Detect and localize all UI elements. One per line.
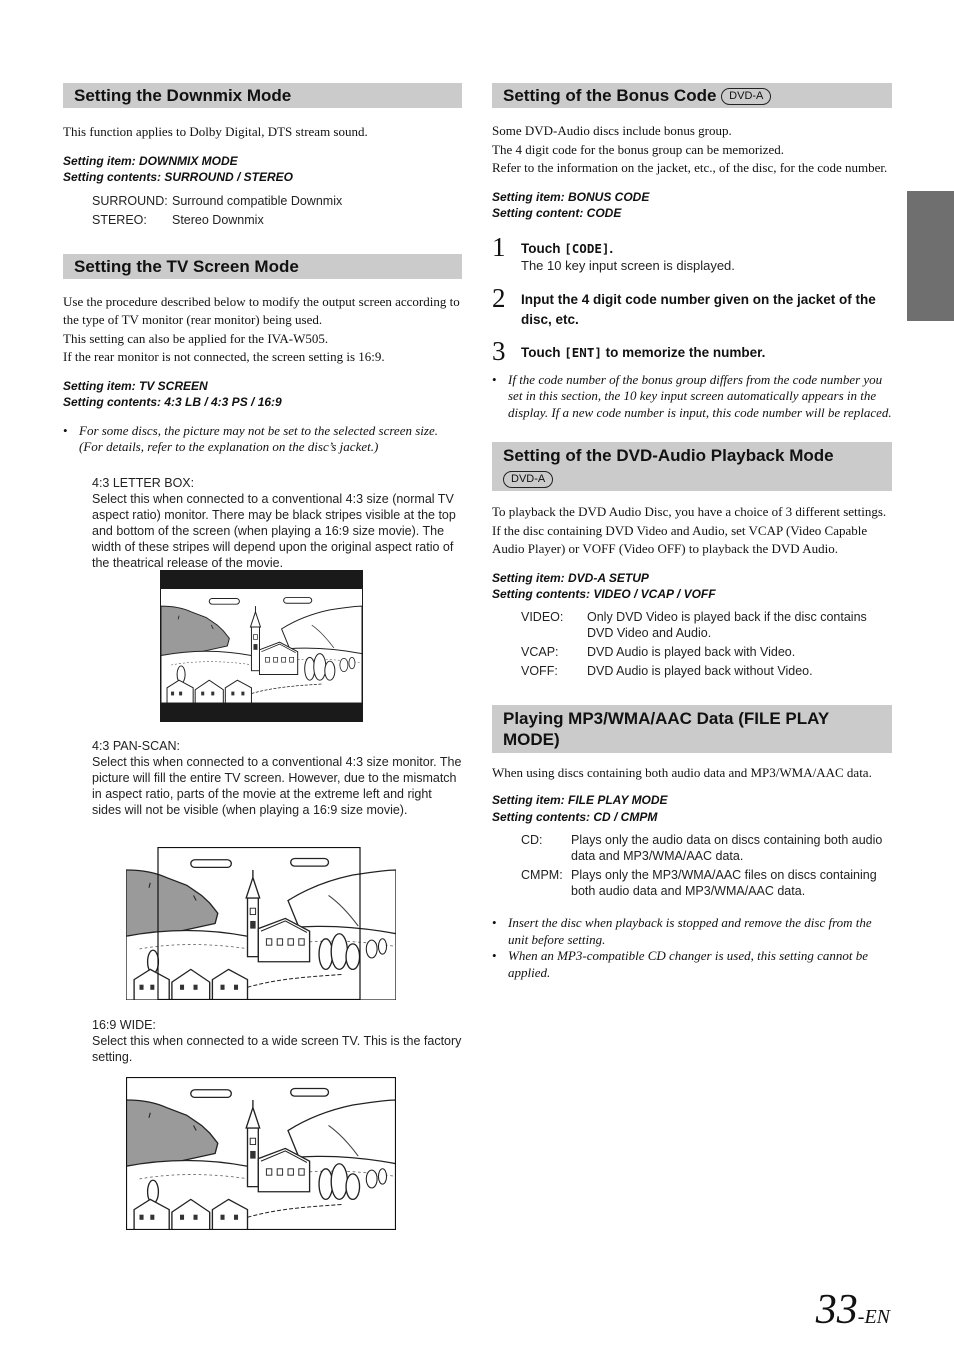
mode-label: 4:3 LETTER BOX: (92, 475, 195, 490)
intro-line: If the rear monitor is not connected, the screen setting is 16:9. (63, 349, 385, 364)
right-column (492, 83, 892, 981)
bullet: • (492, 371, 497, 387)
file-setting-contents: Setting contents: CD / CMPM (492, 809, 658, 824)
panscan-illustration (126, 847, 396, 1000)
intro-line: Some DVD-Audio discs include bonus group. (492, 123, 732, 138)
page-number-digits: 33 (815, 1287, 858, 1333)
option-desc: DVD Audio is played back with Video. (587, 644, 796, 659)
mode-label: 4:3 PAN-SCAN: (92, 739, 180, 753)
step-text: Touch (521, 240, 565, 256)
file-setting-item: Setting item: FILE PLAY MODE (492, 793, 668, 807)
downmix-setting-contents: Setting contents: SURROUND / STEREO (63, 170, 294, 184)
step-3 (492, 336, 892, 366)
step-number: 3 (492, 336, 506, 366)
step-text: Input the 4 digit code number given on the jacket of the disc, etc. (521, 292, 876, 327)
mode-desc: Select this when connected to a conventional 4:3 size monitor. The picture will fill the entire TV screen. However, due to the mismatch in aspect ratio, parts of the movie at the extreme left and right sides will not be visible (when playing a 16:9 size movie). (92, 755, 462, 817)
option-term: VIDEO: (521, 609, 564, 624)
step-2 (492, 283, 892, 329)
bonus-heading (492, 83, 892, 108)
mode-wide (92, 1017, 462, 1065)
dvda-heading (492, 442, 892, 491)
option-desc: Stereo Downmix (172, 212, 264, 227)
bullet: • (492, 948, 497, 963)
dvd-a-badge: DVD-A (721, 88, 771, 105)
tv-setting-contents: Setting contents: 4:3 LB / 4:3 PS / 16:9 (63, 395, 282, 409)
option-term: VCAP: (521, 644, 559, 659)
step-sub: The 10 key input screen is displayed. (521, 258, 735, 273)
step-1 (492, 231, 892, 275)
option-desc: Only DVD Video is played back if the disc contains DVD Video and Audio. (587, 609, 867, 640)
intro-line: Use the procedure described below to modify the output screen according to the type of TV monitor (rear monitor) being used. (63, 293, 460, 327)
file-options (521, 832, 892, 899)
tv-screen-intro (63, 293, 462, 367)
step-number: 2 (492, 283, 506, 313)
dvda-title: Setting of the DVD-Audio Playback Mode (503, 446, 834, 465)
option-desc: DVD Audio is played back without Video. (587, 663, 813, 678)
mode-label: 16:9 WIDE: (92, 1018, 156, 1032)
note-text: Insert the disc when playback is stopped and remove the disc from the unit before setting. (508, 915, 872, 947)
tv-setting-item: Setting item: TV SCREEN (63, 378, 208, 393)
ent-key: [ENT] (564, 345, 602, 360)
dvda-setting-contents: Setting contents: VIDEO / VCAP / VOFF (492, 587, 716, 601)
downmix-heading: Setting the Downmix Mode (63, 83, 462, 108)
mode-panscan (92, 738, 462, 818)
tv-screen-heading: Setting the TV Screen Mode (63, 254, 462, 279)
file-play-intro: When using discs containing both audio data and MP3/WMA/AAC data. (492, 764, 872, 780)
bonus-setting-item: Setting item: BONUS CODE (492, 189, 650, 204)
intro-line: Refer to the information on the jacket, etc., of the disc, for the code number. (492, 160, 888, 175)
dvda-intro: To playback the DVD Audio Disc, you have a choice of 3 different settings. If the disc containing DVD Video and Audio, set VCAP (Video Capable Audio Player) or VOFF (Video OFF) to playback the DVD Audio. (492, 504, 887, 556)
step-number: 1 (492, 231, 506, 262)
mode-desc: Select this when connected to a conventional 4:3 size (normal TV aspect ratio) monitor. There may be black stripes visible at the top and bottom of the screen (when playing a 16:9 size movie). The width of these stripes will depend upon the original aspect ratio of the theatrical release of the movie. (92, 491, 456, 570)
file-note (492, 948, 892, 981)
option-term: SURROUND: (92, 193, 168, 208)
step-text: Touch (521, 345, 565, 360)
option-term: STEREO: (92, 212, 147, 227)
option-term: VOFF: (521, 663, 558, 678)
note-text: For some discs, the picture may not be set to the selected screen size. (For details, refer to the explanation on the disc’s jacket.) (79, 422, 438, 454)
note-text: If the code number of the bonus group differs from the code number you set in this section, the 10 key input screen automatically appears in the display. If a new code number is input, this code number will be replaced. (508, 371, 892, 420)
page-number (816, 1286, 890, 1334)
option-term: CD: (521, 833, 543, 847)
option-desc: Surround compatible Downmix (172, 193, 343, 208)
bonus-note (492, 372, 892, 422)
step-text: . (609, 240, 614, 256)
mode-desc: Select this when connected to a wide screen TV. This is the factory setting. (92, 1034, 462, 1064)
wide-illustration (126, 1077, 396, 1230)
step-text: to memorize the number. (601, 345, 766, 360)
bonus-intro (492, 122, 892, 178)
mode-letterbox (92, 475, 462, 571)
option-desc: Plays only the audio data on discs containing both audio data and MP3/WMA/AAC data. (571, 833, 883, 863)
downmix-options (92, 193, 462, 228)
code-key: [CODE] (564, 240, 610, 256)
tv-note (63, 423, 462, 456)
bullet: • (492, 915, 497, 930)
letterbox-illustration (160, 570, 363, 722)
downmix-intro: This function applies to Dolby Digital, DTS stream sound. (63, 124, 368, 139)
note-text: When an MP3-compatible CD changer is used, this setting cannot be applied. (508, 948, 868, 980)
dvda-options (521, 609, 892, 679)
bullet: • (63, 422, 68, 438)
page-number-suffix: -EN (857, 1306, 890, 1328)
intro-line: The 4 digit code for the bonus group can be memorized. (492, 141, 785, 157)
dvd-a-badge: DVD-A (503, 471, 553, 488)
intro-line: This setting can also be applied for the IVA-W505. (63, 330, 329, 346)
downmix-setting-item: Setting item: DOWNMIX MODE (63, 153, 238, 168)
option-term: CMPM: (521, 868, 563, 882)
dvda-setting-item: Setting item: DVD-A SETUP (492, 570, 649, 585)
section-tab (907, 191, 954, 321)
file-note (492, 915, 892, 948)
bonus-title: Setting of the Bonus Code (503, 86, 717, 105)
left-column (63, 83, 462, 571)
file-play-heading: Playing MP3/WMA/AAC Data (FILE PLAY MODE) (492, 705, 892, 753)
option-desc: Plays only the MP3/WMA/AAC files on discs containing both audio data and MP3/WMA/AAC data. (571, 868, 877, 898)
bonus-setting-contents: Setting content: CODE (492, 206, 622, 220)
